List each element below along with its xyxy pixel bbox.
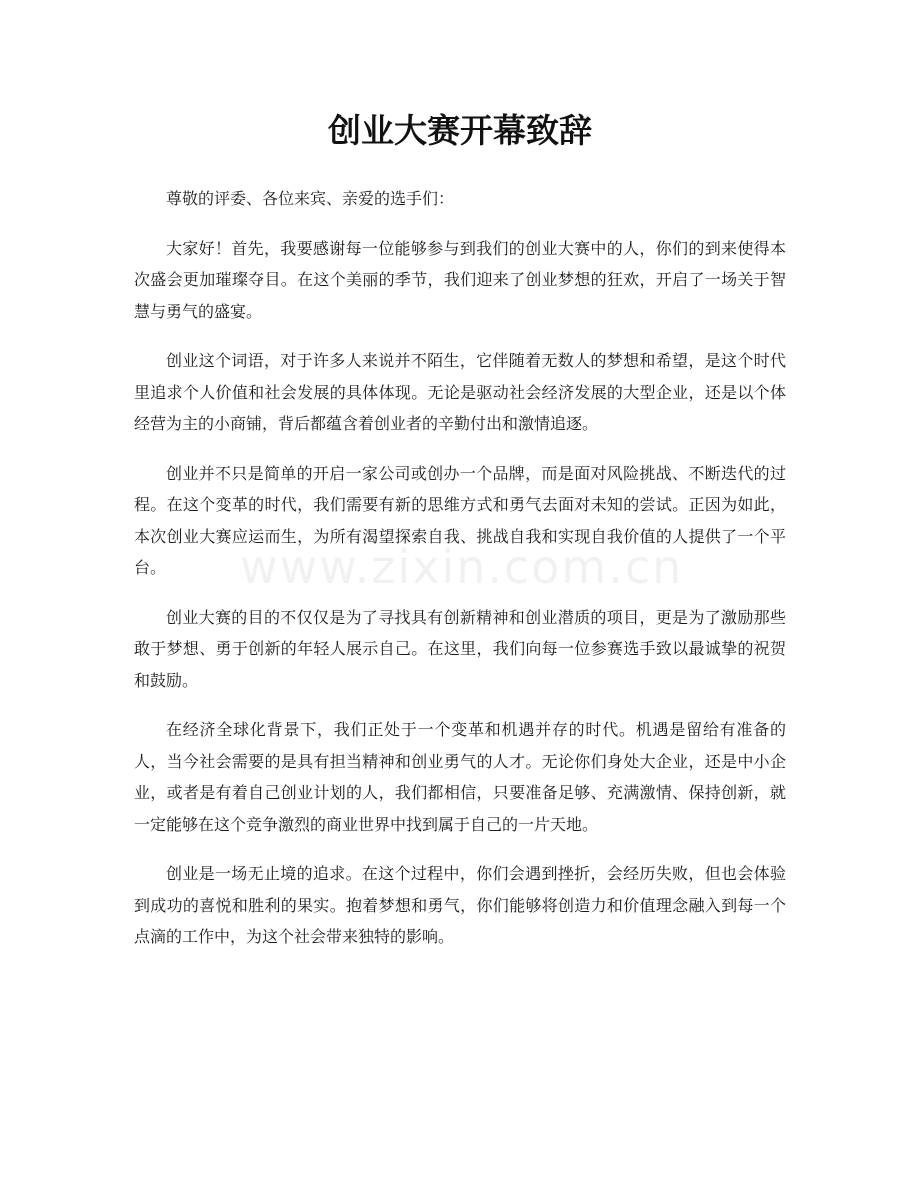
paragraph-2: 创业这个词语，对于许多人来说并不陌生，它伴随着无数人的梦想和希望，是这个时代里追求个人价值和社会发展的具体体现。无论是驱动社会经济发展的大型企业，还是以个体经营为主的小商铺，背后都蕴含着创业者的辛勤付出和激情追逐。 [134, 351, 786, 433]
paragraph-1: 大家好！首先，我要感谢每一位能够参与到我们的创业大赛中的人，你们的到来使得本次盛会更加璀璨夺目。在这个美丽的季节，我们迎来了创业梦想的狂欢，开启了一场关于智慧与勇气的盛宴。 [134, 238, 786, 321]
watermark: www.zixin.com.cn [240, 540, 684, 594]
paragraph-5: 在经济全球化背景下，我们正处于一个变革和机遇并存的时代。机遇是留给有准备的人，当今社会需要的是具有担当精神和创业勇气的人才。无论你们身处大企业，还是中小企业，或者是有着自己创业计划的人，我们都相信，只要准备足够、充满激情、保持创新，就一定能够在这个竞争激烈的商业世界中找到属于自己的一片天地。 [134, 720, 786, 834]
paragraph-6: 创业是一场无止境的追求。在这个过程中，你们会遇到挫折，会经历失败，但也会体验到成功的喜悦和胜利的果实。抱着梦想和勇气，你们能够将创造力和价值理念融入到每一个点滴的工作中，为这个社会带来独特的影响。 [134, 864, 786, 946]
paragraph-4: 创业大赛的目的不仅仅是为了寻找具有创新精神和创业潜质的项目，更是为了激励那些敢于梦想、勇于创新的年轻人展示自己。在这里，我们向每一位参赛选手致以最诚挚的祝贺和鼓励。 [134, 607, 786, 690]
salutation: 尊敬的评委、各位来宾、亲爱的选手们： [166, 189, 455, 208]
document-body [134, 183, 786, 971]
paragraph-3: 创业并不只是简单的开启一家公司或创办一个品牌，而是面对风险挑战、不断迭代的过程。在这个变革的时代，我们需要有新的思维方式和勇气去面对未知的尝试。正因为如此，本次创业大赛应运而生，为所有渴望探索自我、挑战自我和实现自我价值的人提供了一个平台。 [134, 463, 786, 577]
document-title: 创业大赛开幕致辞 [328, 111, 592, 150]
